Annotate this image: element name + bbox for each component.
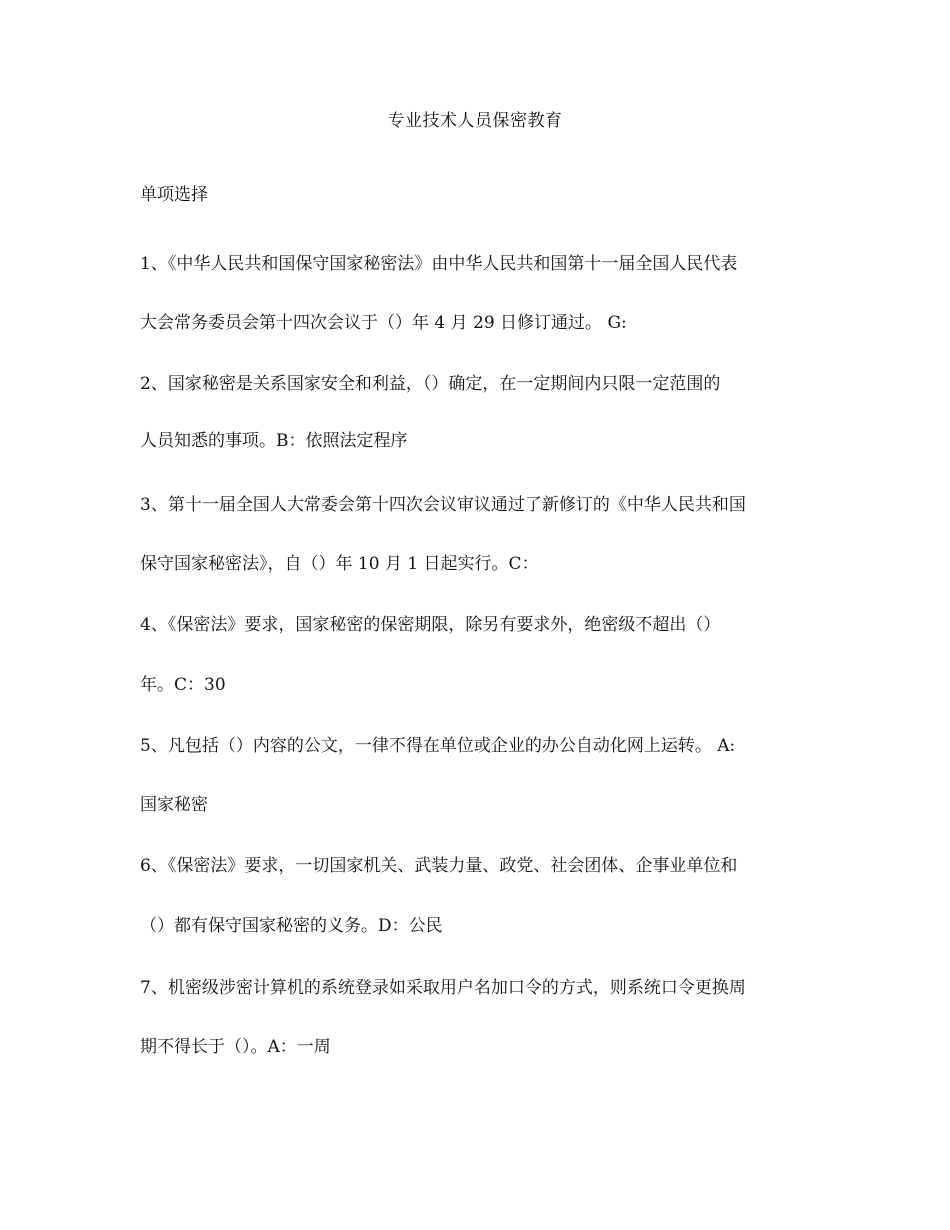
question-1-line-2: 大会常务委员会第十四次会议于（）年 4 月 29 日修订通过。 G: — [140, 313, 627, 333]
question-1-line-1: 1、《中华人民共和国保守国家秘密法》由中华人民共和国第十一届全国人民代表 — [140, 254, 738, 274]
question-2-line-2: 人员知悉的事项。B：依照法定程序 — [140, 431, 408, 451]
question-4-line-1: 4、《保密法》要求，国家秘密的保密期限，除另有要求外，绝密级不超出（） — [140, 615, 721, 635]
section-heading: 单项选择 — [140, 185, 208, 205]
question-4-line-2: 年。C：30 — [140, 675, 226, 695]
question-3-line-1: 3、第十一届全国人大常委会第十四次会议审议通过了新修订的《中华人民共和国 — [140, 495, 746, 515]
question-6-line-2: （）都有保守国家秘密的义务。D：公民 — [140, 916, 443, 936]
question-7-line-1: 7、机密级涉密计算机的系统登录如采取用户名加口令的方式，则系统口令更换周 — [140, 978, 746, 998]
question-5-line-2: 国家秘密 — [140, 795, 208, 815]
question-2-line-1: 2、国家秘密是关系国家安全和利益，（）确定，在一定期间内只限一定范围的 — [140, 374, 721, 394]
question-6-line-1: 6、《保密法》要求，一切国家机关、武装力量、政党、社会团体、企事业单位和 — [140, 856, 738, 876]
question-7-line-2: 期不得长于（）。A：一周 — [140, 1037, 331, 1057]
question-5-line-1: 5、凡包括（）内容的公文，一律不得在单位或企业的办公自动化网上运转。 A: — [140, 736, 736, 756]
page-title: 专业技术人员保密教育 — [387, 111, 563, 131]
question-3-line-2: 保守国家秘密法》，自（）年 10 月 1 日起实行。C： — [140, 554, 539, 574]
